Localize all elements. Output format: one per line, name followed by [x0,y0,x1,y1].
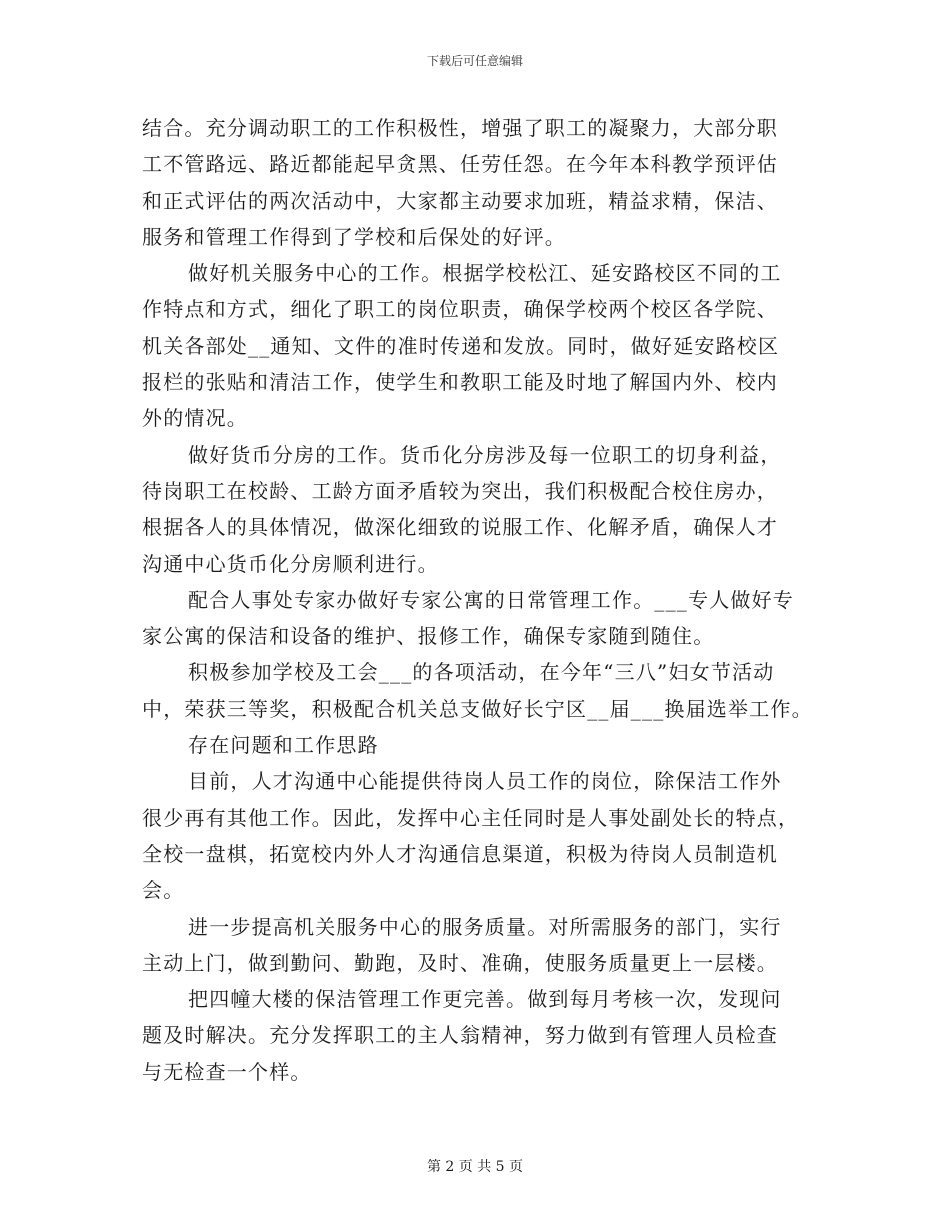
text-line: 待岗职工在校龄、工龄方面矛盾较为突出，我们积极配合校住房办， [142,478,778,503]
text-line: 中，荣获三等奖，积极配合机关总支做好长宁区__届___换届选举工作。 [142,696,813,721]
paragraph-first-line: 进一步提高机关服务中心的服务质量。对所需服务的部门，实行 [188,914,782,939]
text-line: 与无检查一个样。 [142,1059,312,1084]
text-line: 很少再有其他工作。因此，发挥中心主任同时是人事处副处长的特点， [142,805,800,830]
paragraph-first-line: 做好机关服务中心的工作。根据学校松江、延安路校区不同的工 [188,261,782,286]
text-line: 结合。充分调动职工的工作积极性，增强了职工的凝聚力，大部分职 [142,116,778,140]
text-line: 机关各部处__通知、文件的准时传递和发放。同时，做好延安路校区 [142,333,780,358]
text-line: 服务和管理工作得到了学校和后保处的好评。 [142,224,566,249]
text-line: 外的情况。 [142,406,248,431]
text-line: 题及时解决。充分发挥职工的主人翁精神，努力做到有管理人员检查 [142,1023,778,1048]
page-number-footer: 第 2 页 共 5 页 [426,1159,524,1175]
text-line: 家公寓的保洁和设备的维护、报修工作，确保专家随到随住。 [142,624,715,649]
header-note: 下载后可任意编辑 [426,54,523,68]
text-line: 和正式评估的两次活动中，大家都主动要求加班，精益求精，保洁、 [142,188,778,213]
paragraph-first-line: 把四幢大楼的保洁管理工作更完善。做到每月考核一次，发现问 [188,987,782,1012]
paragraph-first-line: 存在问题和工作思路 [188,733,379,758]
text-line: 主动上门，做到勤问、勤跑，及时、准确，使服务质量更上一层楼。 [142,950,778,975]
paragraph-first-line: 目前，人才沟通中心能提供待岗人员工作的岗位，除保洁工作外 [188,769,782,794]
text-line: 作特点和方式，细化了职工的岗位职责，确保学校两个校区各学院、 [142,297,778,322]
paragraph-first-line: 配合人事处专家办做好专家公寓的日常管理工作。___专人做好专 [188,587,794,612]
paragraph-first-line: 积极参加学校及工会___的各项活动，在今年“三八”妇女节活动 [188,660,775,685]
text-line: 工不管路远、路近都能起早贪黑、任劳任怨。在今年本科教学预评估 [142,152,778,177]
paragraph-first-line: 做好货币分房的工作。货币化分房涉及每一位职工的切身利益， [188,442,782,467]
text-line: 全校一盘棋，拓宽校内外人才沟通信息渠道，积极为待岗人员制造机 [142,841,778,866]
text-line: 会。 [142,878,185,903]
text-line: 报栏的张贴和清洁工作，使学生和教职工能及时地了解国内外、校内 [142,370,778,395]
document-body [142,110,814,1090]
text-line: 根据各人的具体情况，做深化细致的说服工作、化解矛盾，确保人才 [142,515,778,540]
text-line: 沟通中心货币化分房顺利进行。 [142,551,439,576]
